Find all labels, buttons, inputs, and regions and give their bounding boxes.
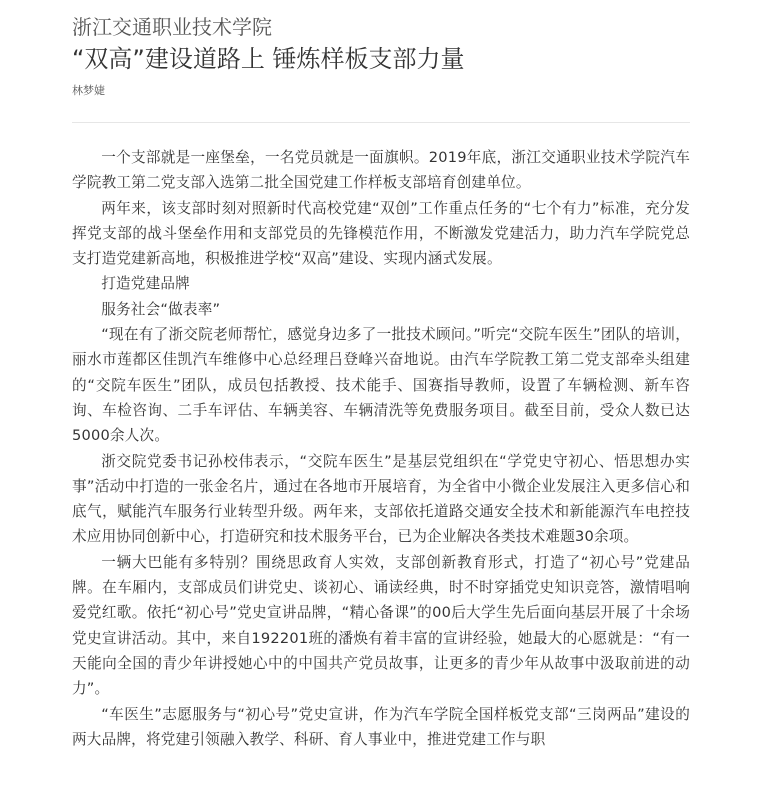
article-author: 林梦婕	[72, 84, 105, 97]
section-heading: 打造党建品牌	[101, 275, 190, 293]
paragraph: “现在有了浙交院老师帮忙，感觉身边多了一批技术顾问。”听完“交院车医生”团队的培训，丽水市莲都区佳凯汽车维修中心总经理吕登峰兴奋地说。由汽车学院教工第二党支部牵头组建的“交院车医生”团队，成员包括教授、技术能手、国赛指导教师，设置了车辆检测、新车咨询、车检咨询、二手车评估、车辆美容、车辆清洗等免费服务项目。截至目前，受众人数已达5000余人次。	[72, 326, 690, 445]
paragraph: 一个支部就是一座堡垒，一名党员就是一面旗帜。2019年底，浙江交通职业技术学院汽车学院教工第二党支部入选第二批全国党建工作样板支部培育创建单位。	[72, 149, 690, 192]
section-subheading: 服务社会“做表率”	[101, 300, 221, 318]
organization-name: 浙江交通职业技术学院	[72, 15, 272, 39]
article-headline: “双高”建设道路上 锤炼样板支部力量	[72, 45, 465, 73]
paragraph: 两年来，该支部时刻对照新时代高校党建“双创”工作重点任务的“七个有力”标准，充分发挥党支部的战斗堡垒作用和支部党员的先锋模范作用，不断激发党建活力，助力汽车学院党总支打造党建新高地，积极推进学校“双高”建设、实现内涵式发展。	[72, 199, 690, 268]
header-divider	[72, 122, 690, 123]
paragraph: 浙交院党委书记孙校伟表示，“交院车医生”是基层党组织在“学党史守初心、悟思想办实事”活动中打造的一张金名片，通过在各地市开展培育，为全省中小微企业发展注入更多信心和底气，赋能汽车服务行业转型升级。两年来，支部依托道路交通安全技术和新能源汽车电控技术应用协同创新中心，打造研究和技术服务平台，已为企业解决各类技术难题30余项。	[72, 452, 690, 546]
paragraph: “车医生”志愿服务与“初心号”党史宣讲，作为汽车学院全国样板党支部“三岗两品”建设的两大品牌，将党建引领融入教学、科研、育人事业中，推进党建工作与职	[72, 705, 690, 748]
article-body	[72, 145, 690, 752]
paragraph: 一辆大巴能有多特别？围绕思政育人实效，支部创新教育形式，打造了“初心号”党建品牌。在车厢内，支部成员们讲党史、谈初心、诵读经典，时不时穿插党史知识竞答，激情唱响爱党红歌。依托“初心号”党史宣讲品牌，“精心备课”的00后大学生先后面向基层开展了十余场党史宣讲活动。其中，来自192201班的潘焕有着丰富的宣讲经验，她最大的心愿就是：“有一天能向全国的青少年讲授她心中的中国共产党员故事，让更多的青少年从故事中汲取前进的动力”。	[72, 553, 690, 698]
